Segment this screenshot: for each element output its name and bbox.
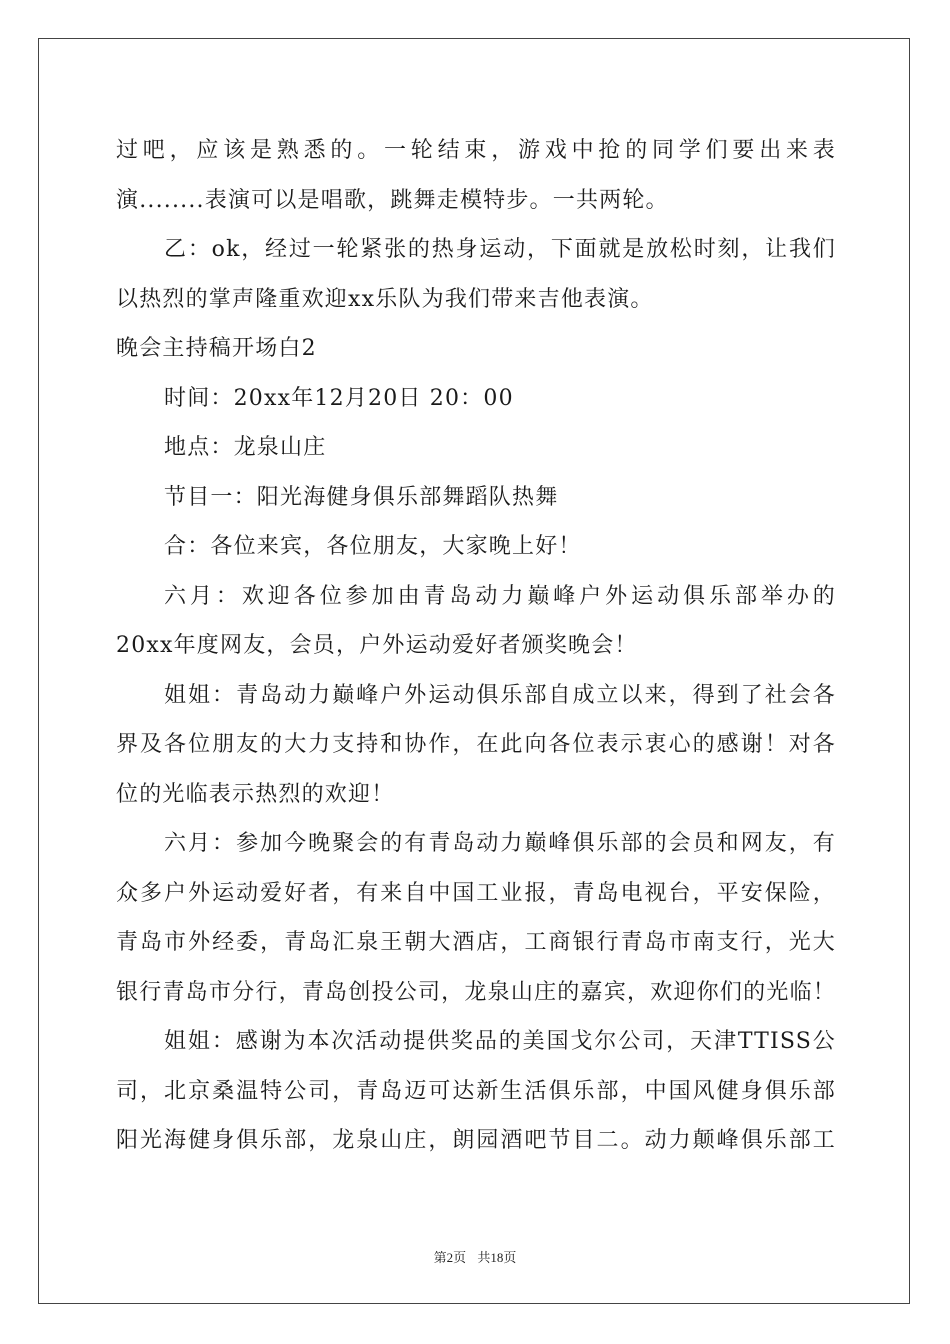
page-number: 第2页 (433, 1250, 467, 1265)
paragraph-line: 位的光临表示热烈的欢迎！ (116, 781, 395, 807)
event-location: 地点：龙泉山庄 (164, 435, 327, 460)
paragraph-line: 姐姐：青岛动力巅峰户外运动俱乐部自成立以来，得到了社会各 (164, 682, 836, 708)
paragraph-line: 过吧，应该是熟悉的。一轮结束，游戏中抢的同学们要出来表 (116, 138, 836, 163)
page-footer (0, 1247, 950, 1266)
paragraph-line: 六月：参加今晚聚会的有青岛动力巅峰俱乐部的会员和网友，有 (164, 831, 836, 856)
paragraph-line: 姐姐：感谢为本次活动提供奖品的美国戈尔公司，天津TTISS公 (164, 1029, 836, 1054)
paragraph-line: 演........表演可以是唱歌，跳舞走模特步。一共两轮。 (116, 187, 669, 213)
paragraph-line: 阳光海健身俱乐部，龙泉山庄，朗园酒吧节目二。动力颠峰俱乐部工 (116, 1128, 836, 1153)
paragraph-line: 以热烈的掌声隆重欢迎xx乐队为我们带来吉他表演。 (116, 286, 654, 312)
section-title: 晚会主持稿开场白2 (116, 336, 317, 361)
paragraph-line: 界及各位朋友的大力支持和协作，在此向各位表示衷心的感谢！对各 (116, 732, 836, 757)
paragraph-line: 银行青岛市分行，青岛创投公司，龙泉山庄的嘉宾，欢迎你们的光临！ (116, 979, 836, 1005)
paragraph-line: 合：各位来宾，各位朋友，大家晚上好！ (164, 534, 582, 559)
page-total: 共18页 (477, 1250, 517, 1265)
document-body (116, 126, 836, 1166)
paragraph-line: 青岛市外经委，青岛汇泉王朝大酒店，工商银行青岛市南支行，光大 (116, 930, 836, 955)
event-time: 时间：20xx年12月20日 20：00 (164, 385, 514, 411)
paragraph-line: 20xx年度网友，会员，户外运动爱好者颁奖晚会！ (116, 633, 638, 658)
program-item: 节目一：阳光海健身俱乐部舞蹈队热舞 (164, 484, 559, 510)
paragraph-line: 司，北京桑温特公司，青岛迈可达新生活俱乐部，中国风健身俱乐部 (116, 1078, 836, 1104)
paragraph-line: 六月：欢迎各位参加由青岛动力巅峰户外运动俱乐部举办的 (164, 583, 836, 609)
paragraph-line: 乙：ok，经过一轮紧张的热身运动，下面就是放松时刻，让我们 (164, 237, 836, 262)
paragraph-line: 众多户外运动爱好者，有来自中国工业报，青岛电视台，平安保险， (116, 880, 836, 906)
